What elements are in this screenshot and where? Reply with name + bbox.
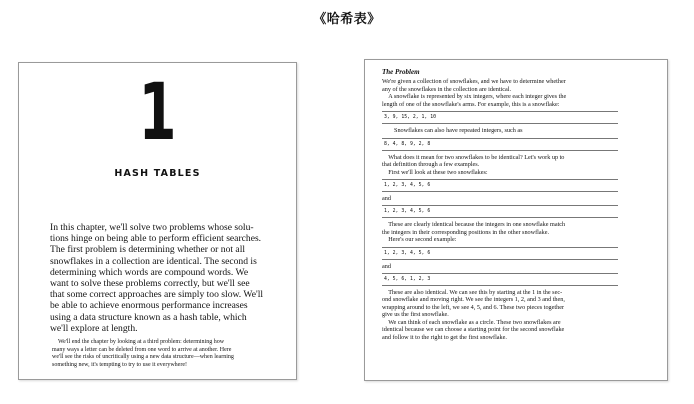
paragraph	[382, 289, 618, 342]
text-line: that some correct approaches are simply too slow. We'll	[50, 289, 264, 301]
code-block: 4, 5, 6, 1, 2, 3	[382, 273, 618, 286]
text-line: determining which words are compound words. We	[50, 266, 249, 278]
text-line: A snowflake is represented by six integers, where each integer gives the	[388, 93, 567, 100]
text-line: that definition through a few examples.	[382, 161, 480, 168]
paragraph	[382, 154, 618, 177]
code-block: 3, 9, 15, 2, 1, 10	[382, 111, 618, 124]
text-line: The first problem is determining whether or not all	[50, 244, 246, 256]
text-line: These are clearly identical because the integers in one snowflake match	[388, 221, 566, 228]
paragraph	[382, 221, 618, 244]
connector-text: and	[382, 262, 391, 270]
text-line: First we'll look at these two snowflakes:	[388, 168, 488, 176]
connector-text: and	[382, 195, 391, 202]
text-line: be able to achieve enormous performance increases	[50, 300, 248, 312]
chapter-number: 1	[138, 68, 177, 158]
text-line: want to solve these problems correctly, but we'll see	[50, 278, 250, 290]
text-line: ond snowflake and moving right. We see the integers 1, 2, and 3 and then,	[382, 296, 565, 303]
page-title: 《哈希表》	[313, 12, 381, 27]
text-line: something new, it's tempting to try to use it everywhere!	[52, 361, 187, 368]
text-line: we'll explore at length.	[50, 322, 138, 334]
left-book-page	[18, 62, 297, 380]
text-line: we'll see the risks of uncritically using a new data structure—when learning	[52, 354, 234, 361]
text-line: any of the snowflakes in the collection are identical.	[382, 85, 512, 93]
text-line: These are also identical. We can see this by starting at the 1 in the sec-	[388, 288, 563, 296]
text-line: What does it mean for two snowflakes to be identical? Let's work up to	[388, 153, 565, 161]
text-line: the integers in their corresponding positions in the other snowflake.	[382, 228, 550, 236]
text-line: identical because we can choose a starting point for the second snowflake	[382, 326, 565, 333]
code-block: 1, 2, 3, 4, 5, 6	[382, 179, 618, 192]
chapter-note	[52, 339, 296, 369]
text-line: using a data structure known as a hash table, which	[50, 311, 247, 323]
code-block: 1, 2, 3, 4, 5, 6	[382, 205, 618, 218]
text-line: wrapping around to the left, we see 4, 5, and 6. These two pieces together	[382, 303, 565, 311]
code-block: 1, 2, 3, 4, 5, 6	[382, 247, 618, 260]
chapter-title: HASH TABLES	[114, 168, 201, 179]
text-line: In this chapter, we'll solve two problems whose solu-	[50, 222, 254, 233]
text-line: snowflakes in a collection are identical. The second is	[50, 255, 257, 267]
text-line: length of one of the snowflake's arms. For example, this is a snowflake:	[382, 100, 560, 108]
text-line: tions hinge on being able to perform efficient searches.	[50, 233, 262, 245]
section-heading: The Problem	[382, 68, 420, 76]
text-line: We're given a collection of snowflakes, and we have to determine whether	[382, 78, 566, 85]
text-line: We can think of each snowflake as a circle. These two snowflakes are	[388, 318, 561, 326]
text-line: give us the first snowflake.	[382, 311, 449, 318]
problem-section	[382, 68, 618, 341]
chapter-intro	[50, 222, 296, 334]
paragraph	[382, 78, 618, 108]
code-block: 8, 4, 8, 9, 2, 8	[382, 138, 618, 151]
text-line: and follow it to the right to get the first snowflake.	[382, 333, 507, 341]
text-line: Here's our second example:	[388, 236, 457, 243]
text-line: We'll end the chapter by looking at a third problem: determining how	[58, 339, 225, 345]
right-book-page	[364, 59, 668, 381]
text-line: many ways a letter can be deleted from one word to arrive at another. Here	[52, 346, 232, 353]
paragraph: Snowflakes can also have repeated integers, such as	[394, 127, 523, 134]
